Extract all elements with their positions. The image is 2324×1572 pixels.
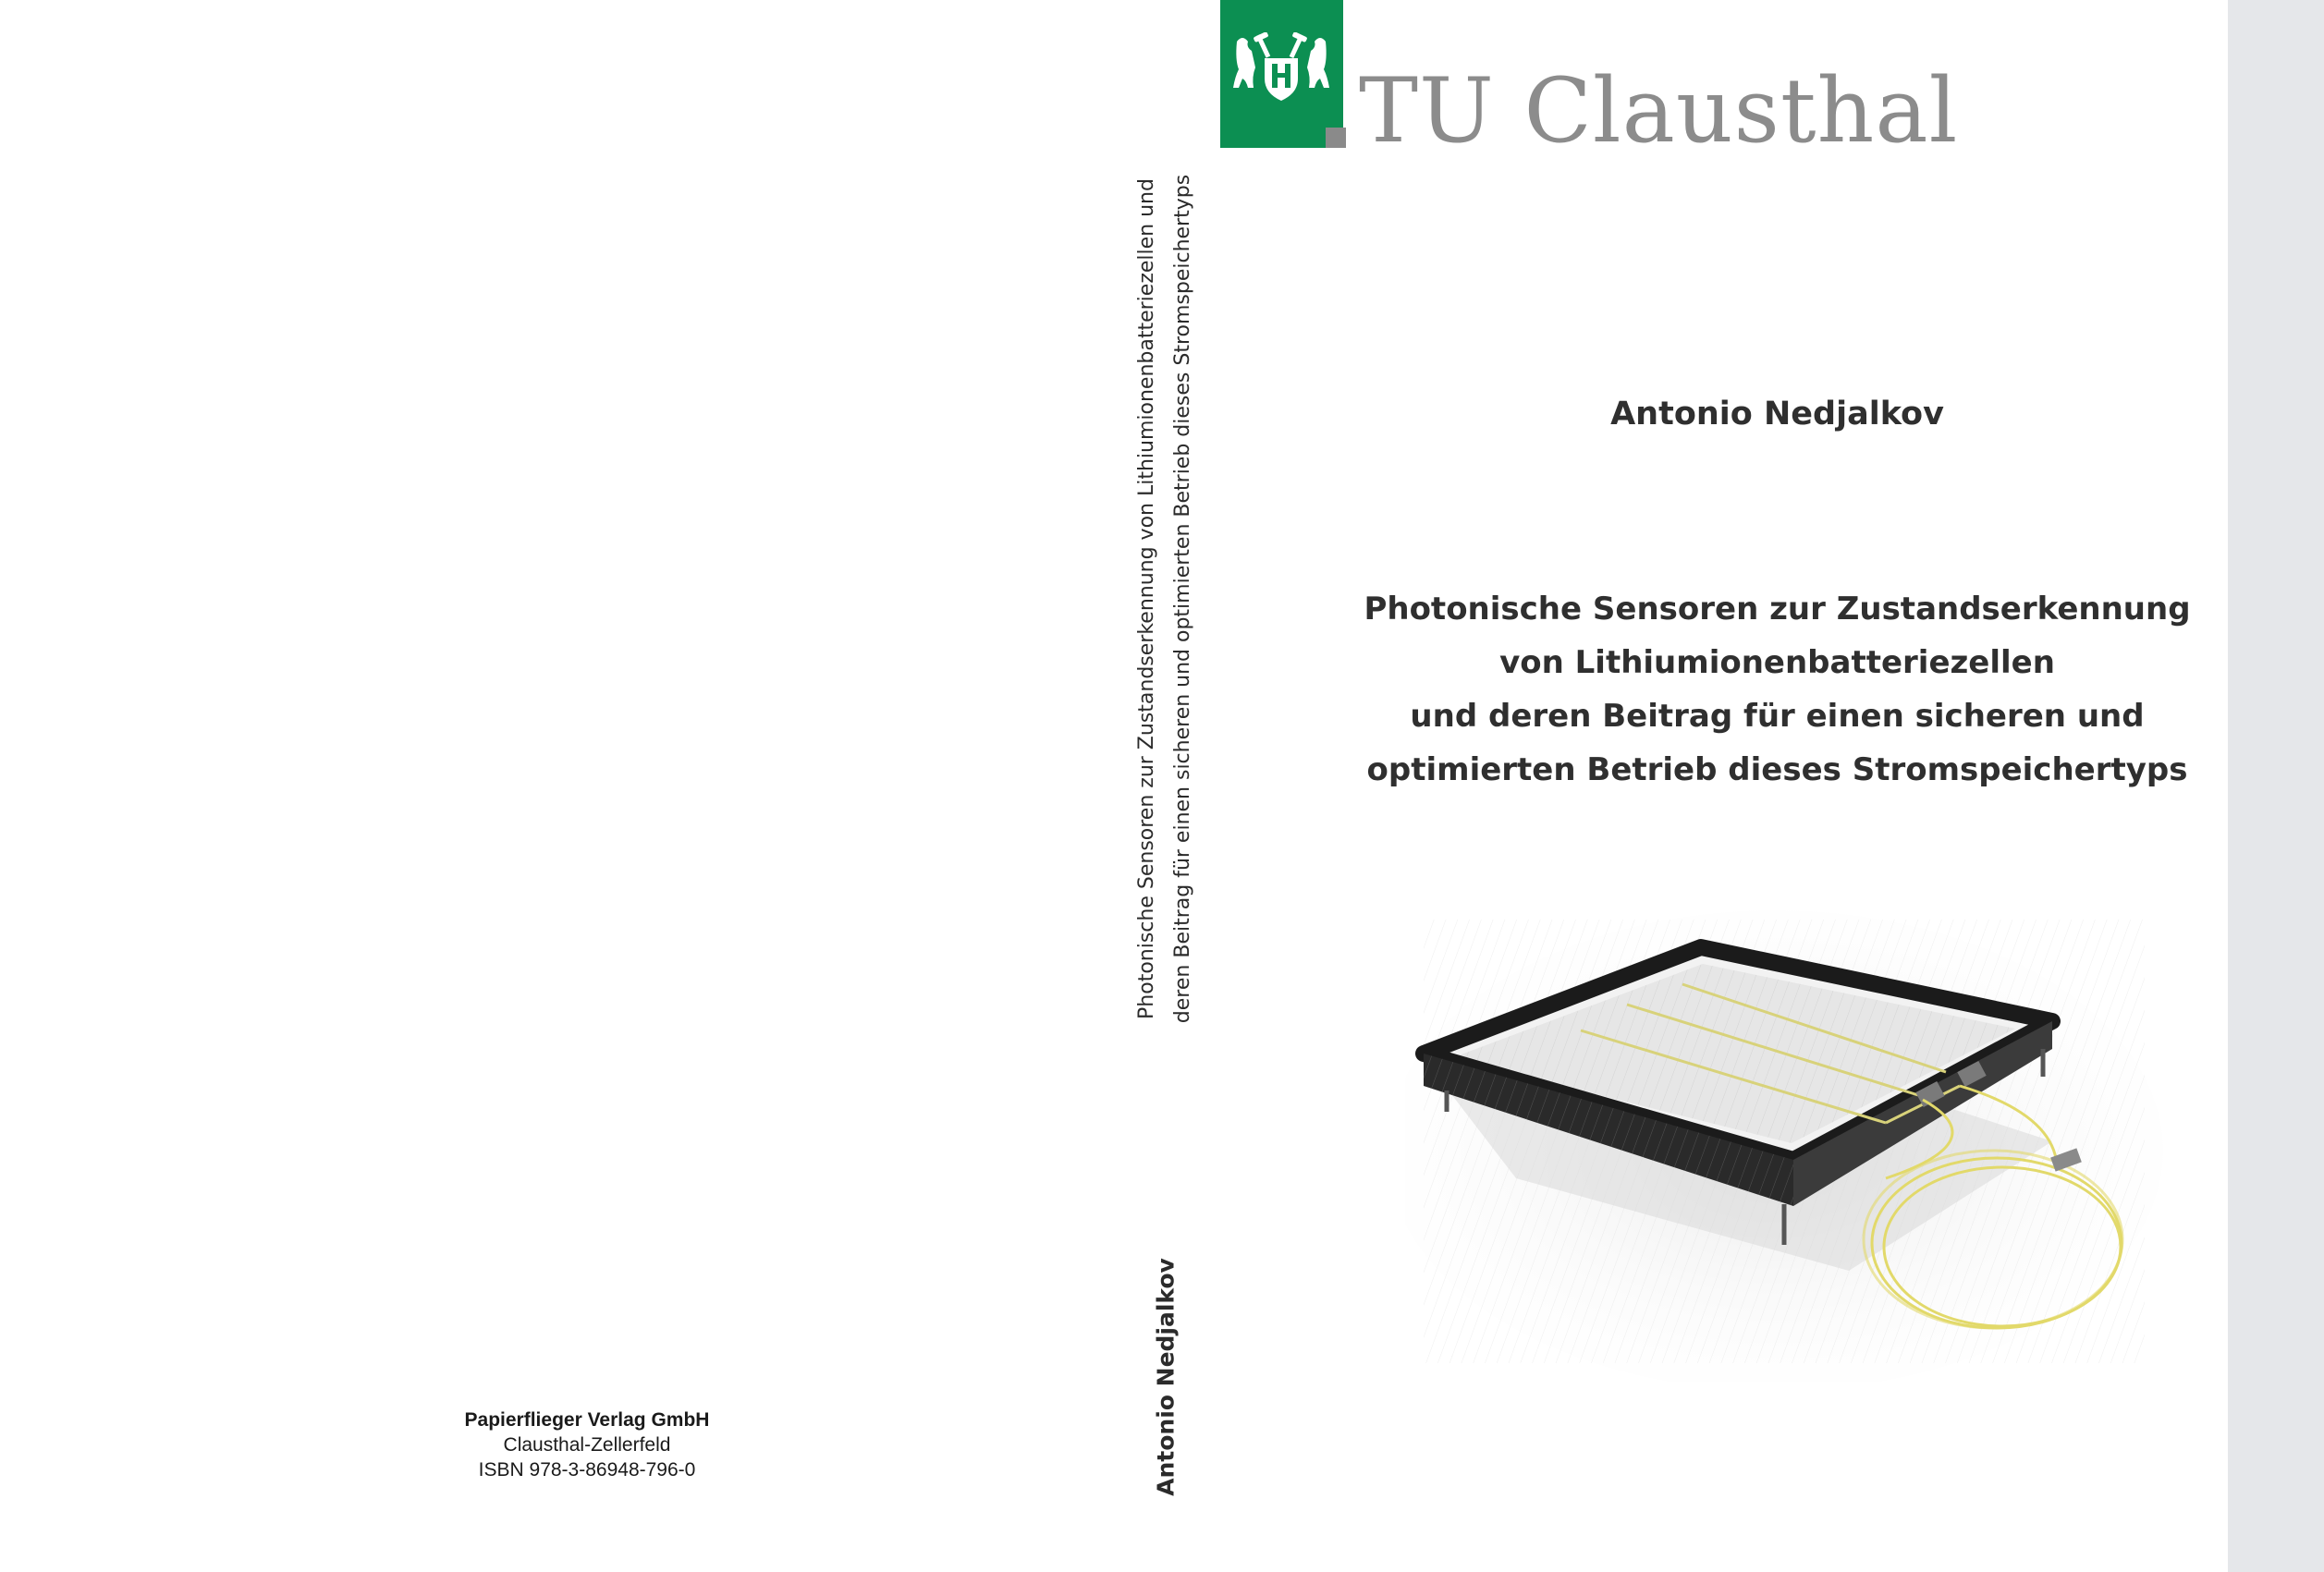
spine-title-line-1: Photonische Sensoren zur Zustandserkennung von Lithiumionenbatteriezellen und <box>1135 178 1158 1019</box>
publisher-city: Clausthal-Zellerfeld <box>503 1434 671 1456</box>
publisher-name: Papierflieger Verlag GmbH <box>464 1409 710 1431</box>
logo-gray-square <box>1326 128 1346 148</box>
cover-title-line-2: von Lithiumionenbatteriezellen <box>1499 644 2055 681</box>
cover-title-line-3: und deren Beitrag für einen sicheren und <box>1410 698 2145 735</box>
university-logo <box>1220 0 1343 148</box>
university-name: TU Clausthal <box>1359 59 1959 163</box>
coat-of-arms-icon <box>1229 32 1334 106</box>
isbn: ISBN 978-3-86948-796-0 <box>478 1459 696 1481</box>
page-margin-strip <box>2228 0 2324 1572</box>
battery-sketch-illustration <box>1405 901 2163 1382</box>
cover-author: Antonio Nedjalkov <box>1610 396 1944 433</box>
publisher-imprint <box>388 1407 786 1482</box>
cover-title-line-4: optimierten Betrieb dieses Stromspeichertyps <box>1366 751 2188 788</box>
spine-title-line-2: deren Beitrag für einen sicheren und optimierten Betrieb dieses Stromspeichertyps <box>1171 174 1194 1024</box>
cover-title <box>1331 582 2223 797</box>
spine-author-text: Antonio Nedjalkov <box>1152 1258 1180 1496</box>
cover-title-line-1: Photonische Sensoren zur Zustandserkennung <box>1364 591 2191 628</box>
